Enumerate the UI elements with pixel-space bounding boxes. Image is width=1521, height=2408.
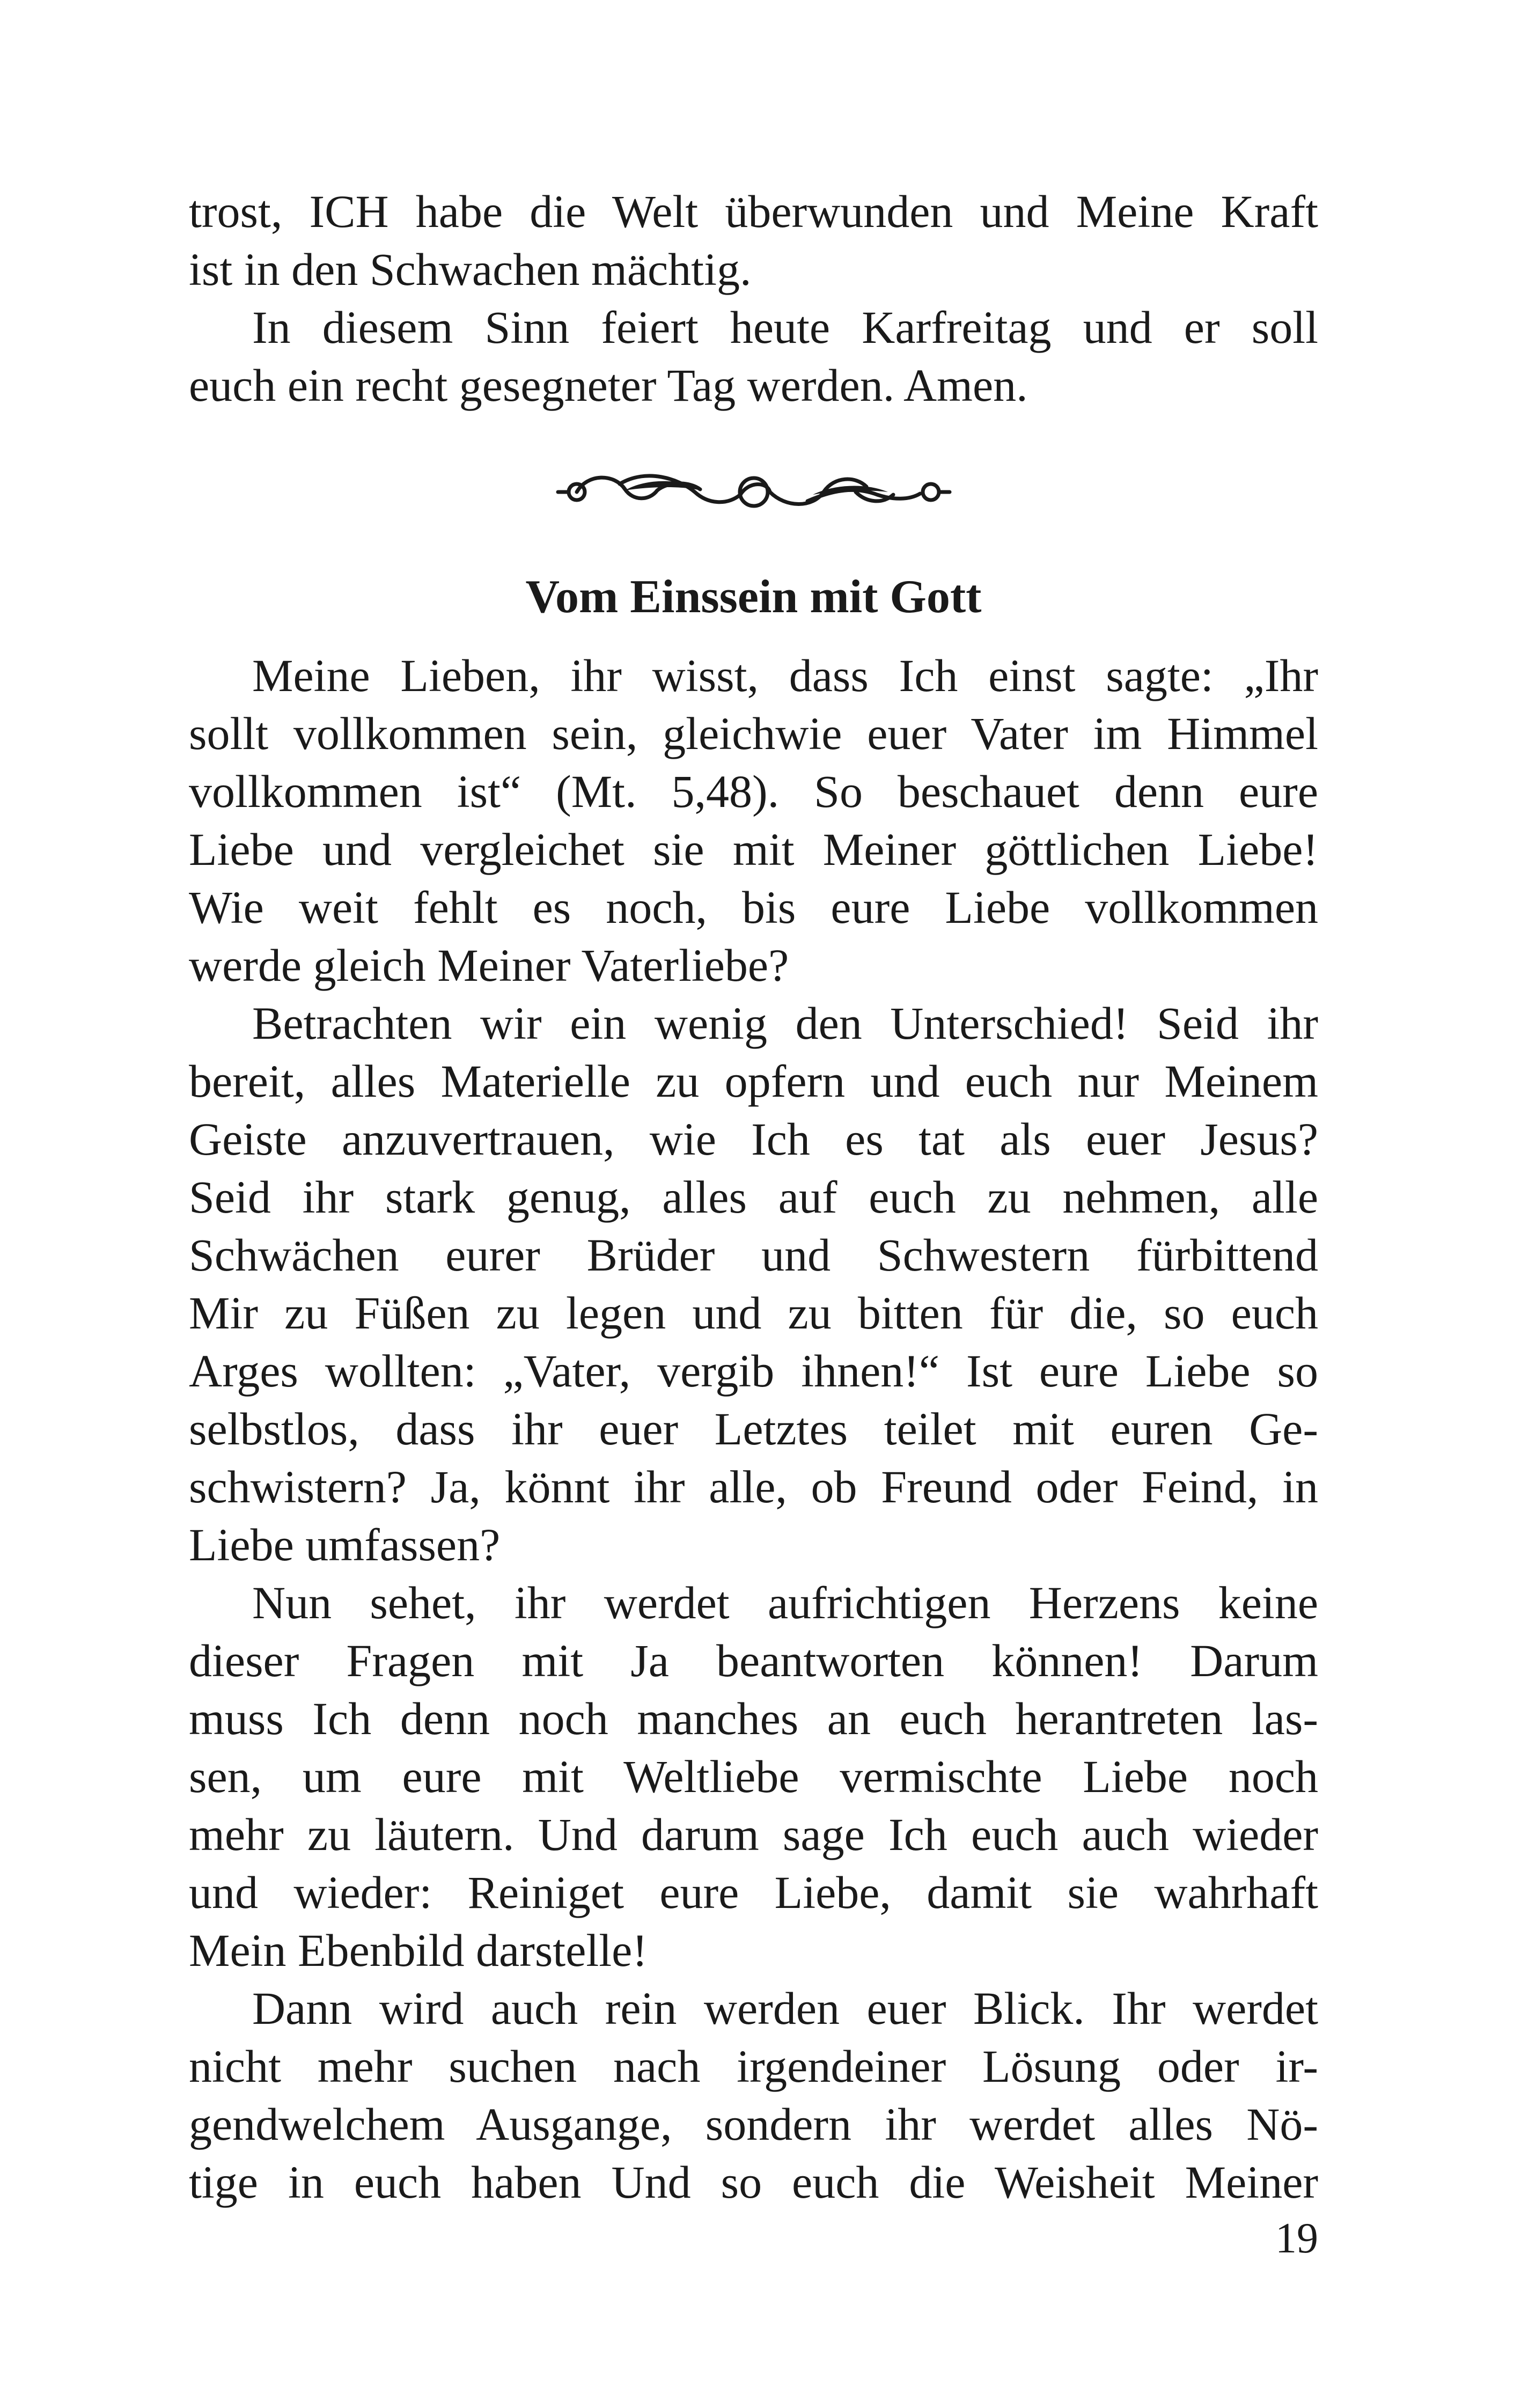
text-line: muss Ich denn noch manches an euch herantreten las- bbox=[189, 1693, 1318, 1744]
text-line: Seid ihr stark genug, alles auf euch zu nehmen, alle bbox=[189, 1171, 1318, 1223]
text-line: Schwächen eurer Brüder und Schwestern fürbittend bbox=[189, 1229, 1318, 1281]
text-line: bereit, alles Materielle zu opfern und euch nur Meinem bbox=[189, 1055, 1318, 1107]
text-line: In diesem Sinn feiert heute Karfreitag und er soll bbox=[252, 302, 1318, 353]
text-line: und wieder: Reiniget eure Liebe, damit sie wahrhaft bbox=[189, 1867, 1318, 1918]
top-text-block bbox=[189, 182, 1318, 414]
text-line: werde gleich Meiner Vaterliebe? bbox=[189, 939, 789, 991]
text-line: Mir zu Füßen zu legen und zu bitten für die, so euch bbox=[189, 1287, 1318, 1339]
text-line: Dann wird auch rein werden euer Blick. Ihr werdet bbox=[252, 1983, 1318, 2034]
text-line: nicht mehr suchen nach irgendeiner Lösung oder ir- bbox=[189, 2040, 1318, 2092]
text-line: euch ein recht gesegneter Tag werden. Amen. bbox=[189, 359, 1028, 411]
text-line: ist in den Schwachen mächtig. bbox=[189, 244, 752, 295]
text-line: Mein Ebenbild darstelle! bbox=[189, 1925, 648, 1976]
text-line: Meine Lieben, ihr wisst, dass Ich einst sagte: „Ihr bbox=[252, 650, 1318, 701]
text-line: trost, ICH habe die Welt überwunden und Meine Kraft bbox=[189, 186, 1318, 237]
text-line: schwistern? Ja, könnt ihr alle, ob Freund oder Feind, in bbox=[189, 1461, 1318, 1513]
text-line: Wie weit fehlt es noch, bis eure Liebe vollkommen bbox=[189, 882, 1318, 933]
text-line: mehr zu läutern. Und darum sage Ich euch auch wieder bbox=[189, 1809, 1318, 1860]
text-line: gendwelchem Ausgange, sondern ihr werdet alles Nö- bbox=[189, 2098, 1318, 2150]
text-line: sen, um eure mit Weltliebe vermischte Liebe noch bbox=[189, 1751, 1318, 1802]
text-line: tige in euch haben Und so euch die Weisheit Meiner bbox=[189, 2156, 1318, 2208]
flourish-divider-icon bbox=[555, 462, 952, 522]
body-text-block bbox=[189, 647, 1318, 2211]
text-line: vollkommen ist“ (Mt. 5,48). So beschauet denn eure bbox=[189, 766, 1318, 817]
text-line: Liebe umfassen? bbox=[189, 1519, 501, 1570]
text-line: Betrachten wir ein wenig den Unterschied! Seid ihr bbox=[252, 997, 1318, 1049]
page-number: 19 bbox=[1275, 2215, 1318, 2262]
text-line: selbstlos, dass ihr euer Letztes teilet mit euren Ge- bbox=[189, 1403, 1318, 1455]
text-line: dieser Fragen mit Ja beantworten können! Darum bbox=[189, 1635, 1318, 1686]
text-line: Nun sehet, ihr werdet aufrichtigen Herzens keine bbox=[252, 1577, 1318, 1628]
section-heading: Vom Einssein mit Gott bbox=[525, 571, 982, 623]
text-line: sollt vollkommen sein, gleichwie euer Vater im Himmel bbox=[189, 708, 1318, 759]
text-line: Geiste anzuvertrauen, wie Ich es tat als euer Jesus? bbox=[189, 1113, 1318, 1165]
text-line: Liebe und vergleichet sie mit Meiner göttlichen Liebe! bbox=[189, 824, 1318, 875]
text-line: Arges wollten: „Vater, vergib ihnen!“ Ist eure Liebe so bbox=[189, 1345, 1318, 1397]
